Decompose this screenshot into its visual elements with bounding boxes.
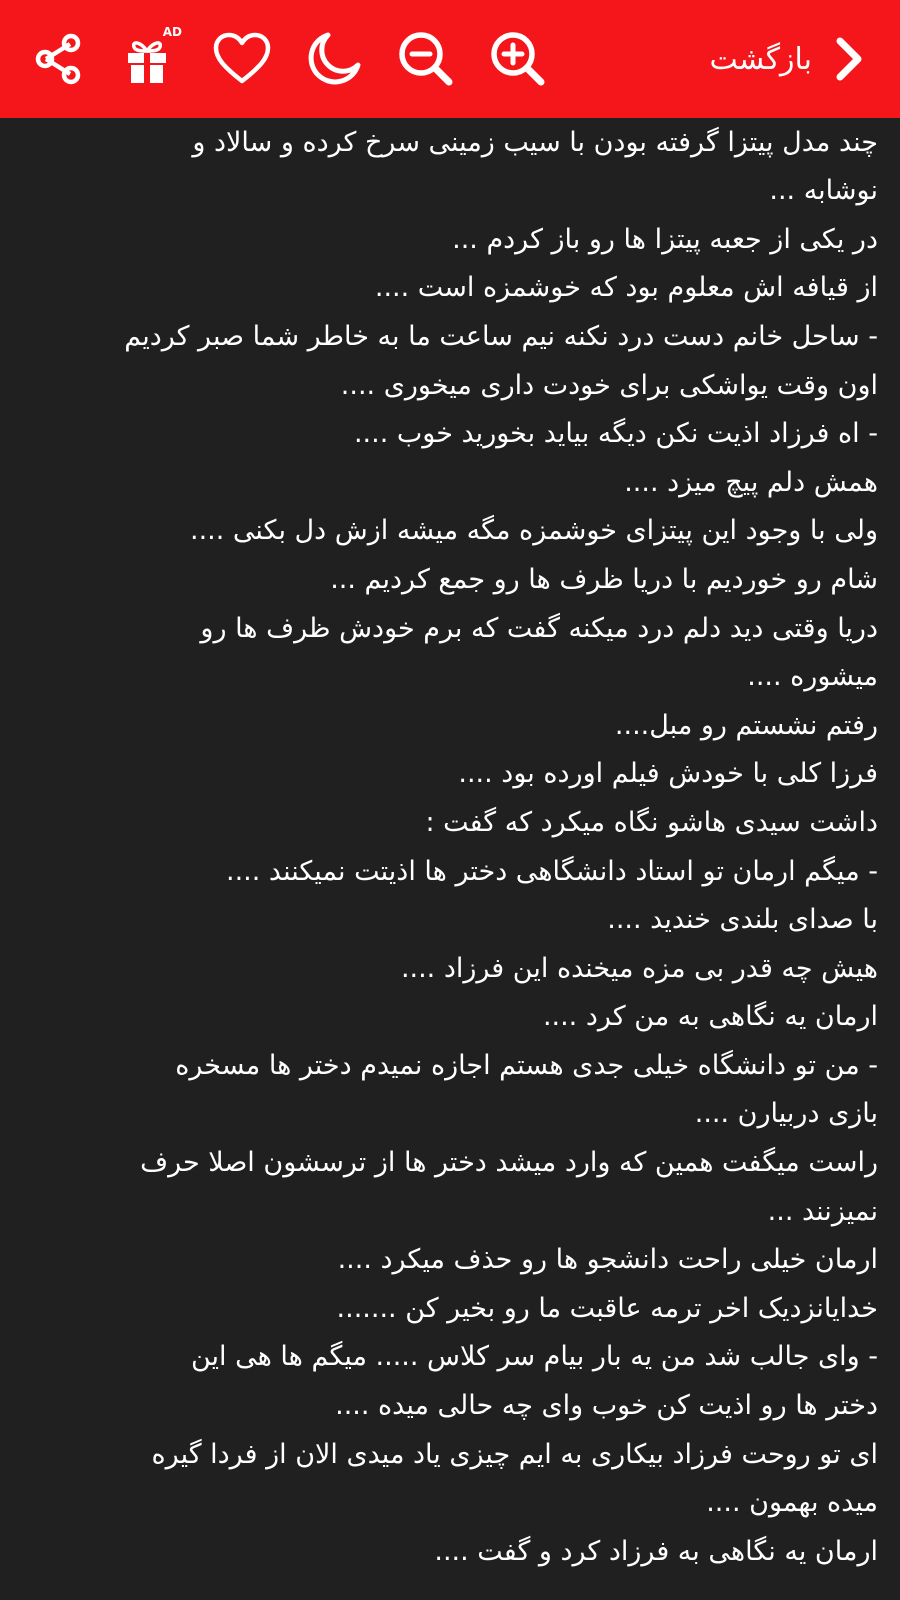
back-label: بازگشت (709, 41, 812, 77)
story-line: فرزا کلی با خودش فیلم اورده بود .... (458, 758, 878, 790)
ad-badge: AD (162, 25, 182, 39)
story-line: هیش چه قدر بی مزه میخنده این فرزاد .... (400, 952, 878, 984)
story-line: با صدای بلندی خندید .... (607, 904, 878, 936)
story-line: - من تو دانشگاه خیلی جدی هستم اجازه نمیدم دختر ها مسخره (175, 1049, 878, 1081)
story-line: ولی با وجود این پیتزای خوشمزه مگه میشه ازش دل بکنی .... (189, 515, 878, 547)
story-line: نمیزنند ... (767, 1195, 878, 1227)
share-button[interactable] (26, 27, 90, 91)
story-line: داشت سیدی هاشو نگاه میکرد که گفت : (425, 806, 878, 838)
heart-icon (212, 29, 272, 89)
story-line: میشوره .... (747, 661, 878, 693)
story-line: ارمان یه نگاهی به فرزاد کرد و گفت .... (434, 1535, 878, 1567)
story-line: راست میگفت همین که وارد میشد دختر ها از ترسشون اصلا حرف (140, 1147, 878, 1179)
story-line: بازی دربیارن .... (694, 1098, 878, 1130)
gift-ad-button[interactable] (118, 27, 182, 91)
moon-icon (304, 29, 364, 89)
zoom-in-icon (488, 29, 548, 89)
story-line: نوشابه ... (769, 175, 878, 207)
night-mode-button[interactable] (302, 27, 366, 91)
zoom-out-button[interactable] (394, 27, 458, 91)
story-line: میده بهمون .... (706, 1487, 878, 1519)
story-line: چند مدل پیتزا گرفته بودن با سیب زمینی سرخ کرده و سالاد و (192, 126, 878, 158)
story-line: شام رو خوردیم با دریا ظرف ها رو جمع کردیم ... (330, 563, 878, 595)
story-line: در یکی از جعبه پیتزا ها رو باز کردم ... (452, 223, 878, 255)
story-line: ارمان خیلی راحت دانشجو ها رو حذف میکرد .... (337, 1244, 878, 1276)
story-line: ارمان یه نگاهی به من کرد .... (542, 1001, 878, 1033)
story-text (20, 70, 878, 1576)
story-line: دختر ها رو اذیت کن خوب وای چه حالی میده .... (335, 1390, 878, 1422)
story-line: خدایانزدیک اخر ترمه عاقبت ما رو بخیر کن ....... (336, 1292, 878, 1324)
story-line: همش دلم پیچ میزد .... (624, 466, 878, 498)
zoom-in-button[interactable] (486, 27, 550, 91)
story-line: - وای جالب شد من یه بار بیام سر کلاس ..... میگم ها هی این (190, 1341, 878, 1373)
story-line: - میگم ارمان تو استاد دانشگاهی دختر ها اذیتت نمیکنند .... (225, 855, 878, 887)
chevron-right-icon (824, 35, 872, 83)
favorite-button[interactable] (210, 27, 274, 91)
story-line: رفتم نشستم رو مبل.... (614, 709, 878, 741)
zoom-out-icon (396, 29, 456, 89)
app-header (0, 0, 900, 118)
story-line: - اه فرزاد اذیت نکن دیگه بیاید بخورید خوب .... (353, 418, 878, 450)
story-line: اون وقت یواشکی برای خودت داری میخوری .... (340, 369, 878, 401)
story-line: - ساحل خانم دست درد نکنه نیم ساعت ما به خاطر شما صبر کردیم (124, 320, 878, 352)
story-line: دریا وقتی دید دلم درد میکنه گفت که برم خودش ظرف ها رو (200, 612, 878, 644)
story-line: از قیافه اش معلوم بود که خوشمزه است .... (374, 272, 878, 304)
share-icon (30, 31, 86, 87)
gift-icon (122, 31, 178, 87)
story-line: ای تو روحت فرزاد بیکاری به ایم چیزی یاد میدی الان از فردا گیره (151, 1438, 878, 1470)
back-button[interactable] (710, 0, 872, 118)
